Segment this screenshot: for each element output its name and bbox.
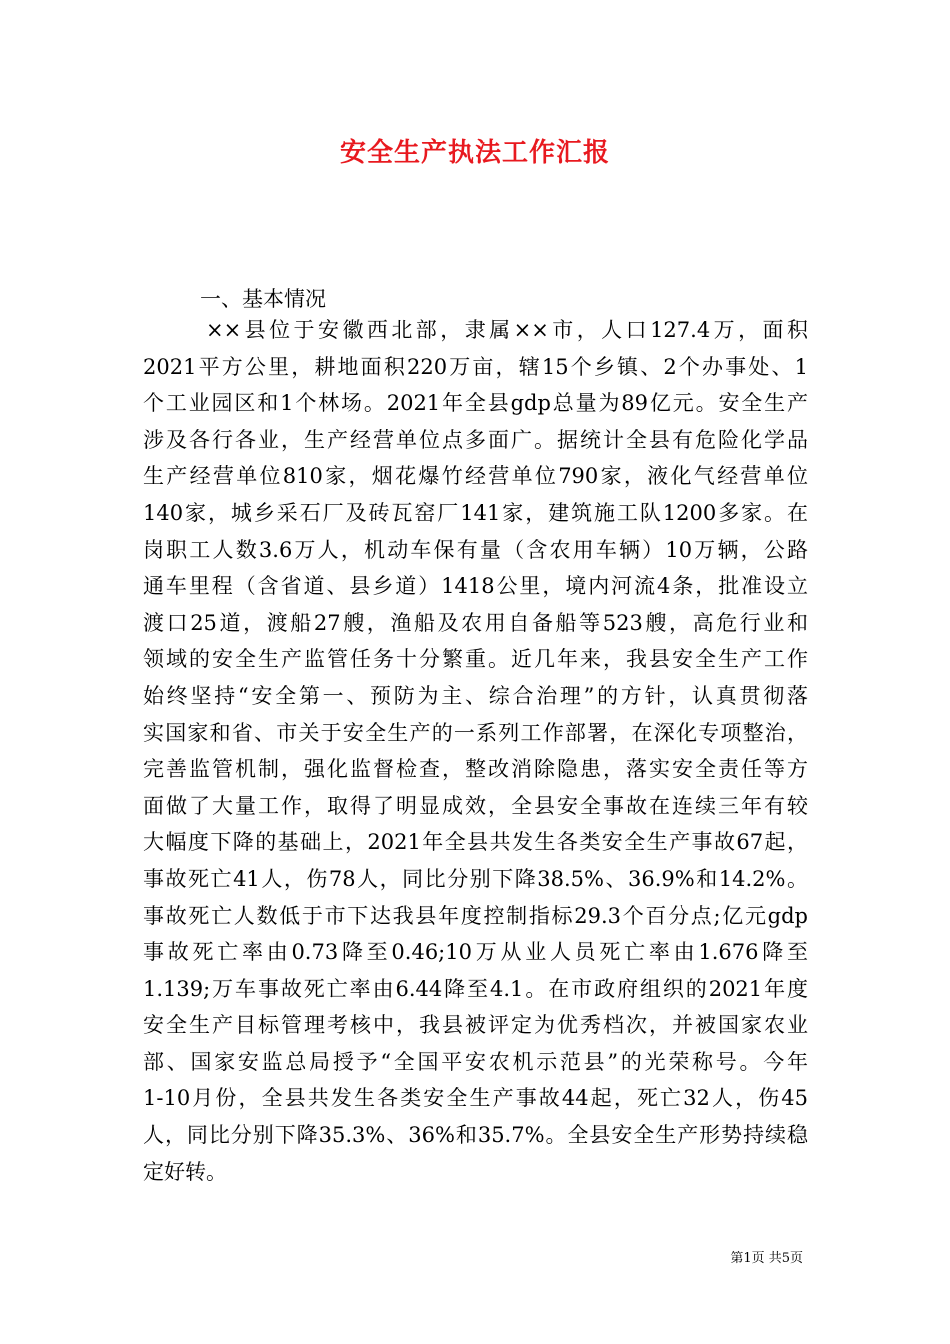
paragraph-line: 部、国家安监总局授予“全国平安农机示范县”的光荣称号。今年	[143, 1049, 808, 1074]
section-heading: 一、基本情况	[200, 287, 326, 311]
paragraph-line: 完善监管机制，强化监督检查，整改消除隐患，落实安全责任等方	[143, 757, 808, 782]
paragraph-line: 2021平方公里，耕地面积220万亩，辖15个乡镇、2个办事处、1	[143, 354, 808, 379]
paragraph-line: 面做了大量工作，取得了明显成效，全县安全事故在连续三年有较	[143, 793, 808, 818]
paragraph-line: 领域的安全生产监管任务十分繁重。近几年来，我县安全生产工作	[143, 647, 808, 672]
paragraph-line: 岗职工人数3.6万人，机动车保有量（含农用车辆）10万辆，公路	[143, 537, 808, 562]
paragraph-line: 1.139;万车事故死亡率由6.44降至4.1。在市政府组织的2021年度	[143, 976, 808, 1001]
paragraph-line: ××县位于安徽西北部，隶属××市，人口127.4万，面积	[206, 318, 808, 342]
paragraph-line: 通车里程（含省道、县乡道）1418公里，境内河流4条，批准设立	[143, 574, 808, 599]
paragraph-line: 事故死亡41人，伤78人，同比分别下降38.5%、36.9%和14.2%。	[143, 866, 808, 891]
paragraph-line: 始终坚持“安全第一、预防为主、综合治理”的方针，认真贯彻落	[143, 683, 808, 708]
paragraph-line: 1-10月份，全县共发生各类安全生产事故44起，死亡32人，伤45	[143, 1086, 808, 1111]
paragraph-line: 事故死亡人数低于市下达我县年度控制指标29.3个百分点;亿元gdp	[143, 903, 808, 928]
paragraph-line: 大幅度下降的基础上，2021年全县共发生各类安全生产事故67起，	[143, 830, 808, 855]
paragraph-line: 人，同比分别下降35.3%、36%和35.7%。全县安全生产形势持续稳	[143, 1123, 808, 1148]
paragraph-line: 涉及各行各业，生产经营单位点多面广。据统计全县有危险化学品	[143, 427, 808, 452]
paragraph-line: 事故死亡率由0.73降至0.46;10万从业人员死亡率由1.676降至	[143, 940, 808, 965]
paragraph-line: 个工业园区和1个林场。2021年全县gdp总量为89亿元。安全生产	[143, 391, 808, 416]
paragraph-line: 安全生产目标管理考核中，我县被评定为优秀档次，并被国家农业	[143, 1013, 808, 1038]
paragraph-line: 生产经营单位810家，烟花爆竹经营单位790家，液化气经营单位	[143, 464, 808, 489]
page-title: 安全生产执法工作汇报	[339, 138, 610, 168]
paragraph-line: 渡口25道，渡船27艘，渔船及农用自备船等523艘，高危行业和	[143, 610, 808, 635]
paragraph-line: 140家，城乡采石厂及砖瓦窑厂141家，建筑施工队1200多家。在	[143, 500, 808, 525]
paragraph-line: 定好转。	[143, 1159, 227, 1184]
paragraph-line: 实国家和省、市关于安全生产的一系列工作部署，在深化专项整治，	[143, 720, 808, 745]
page-footer: 第1页 共5页	[730, 1251, 803, 1266]
body-paragraph	[143, 312, 808, 1190]
